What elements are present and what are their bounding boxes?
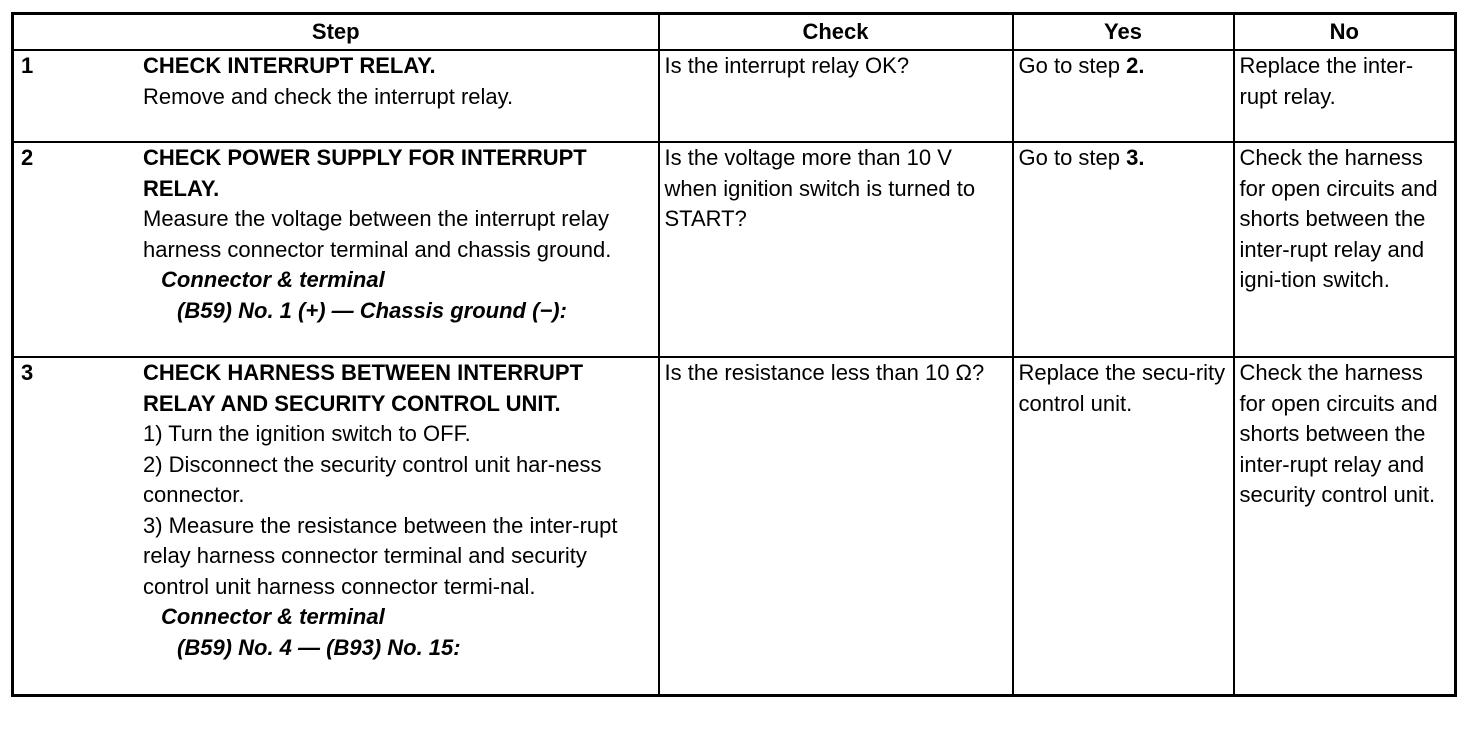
header-row — [13, 14, 1456, 51]
step-instruction: 3) Measure the resistance between the inter-rupt relay harness connector terminal and security control unit harness connector termi-nal. — [143, 512, 618, 599]
spec-label: Connector & terminal — [161, 604, 385, 629]
diagnostic-table — [11, 12, 1457, 697]
table-row — [13, 50, 1456, 142]
step-title: CHECK HARNESS BETWEEN INTERRUPT RELAY AND SECURITY CONTROL UNIT. — [143, 360, 584, 416]
step-cell — [13, 142, 659, 357]
table-row — [13, 357, 1456, 696]
no-cell: Check the harness for open circuits and shorts between the inter-rupt relay and igni-tion switch. — [1234, 142, 1456, 357]
step-instruction: 1) Turn the ignition switch to OFF. — [143, 421, 471, 446]
table-row — [13, 142, 1456, 357]
step-instruction: Remove and check the interrupt relay. — [143, 83, 514, 109]
check-cell: Is the voltage more than 10 V when ignition switch is turned to START? — [659, 142, 1013, 357]
header-no: No — [1234, 14, 1456, 51]
step-title: CHECK INTERRUPT RELAY. — [143, 53, 436, 78]
yes-step-ref: 2. — [1126, 53, 1145, 78]
step-cell — [13, 50, 659, 142]
step-number: 1 — [21, 53, 34, 78]
no-cell: Check the harness for open circuits and shorts between the inter-rupt relay and security control unit. — [1234, 357, 1456, 696]
header-check: Check — [659, 14, 1013, 51]
check-cell: Is the interrupt relay OK? — [659, 50, 1013, 142]
check-cell: Is the resistance less than 10 Ω? — [659, 357, 1013, 696]
yes-cell — [1013, 142, 1234, 357]
step-number: 2 — [21, 145, 34, 170]
step-instruction: 2) Disconnect the security control unit har-ness connector. — [143, 451, 602, 507]
yes-step-ref: 3. — [1126, 145, 1145, 170]
yes-cell — [1013, 50, 1234, 142]
spec-label: Connector & terminal — [161, 267, 385, 292]
header-yes: Yes — [1013, 14, 1234, 51]
spec-value: (B59) No. 1 (+) — Chassis ground (−): — [177, 297, 567, 323]
no-cell: Replace the inter-rupt relay. — [1234, 50, 1456, 142]
header-step: Step — [13, 14, 659, 51]
yes-text: Replace the secu-rity control unit. — [1018, 360, 1226, 416]
yes-text: Go to step — [1018, 53, 1127, 78]
yes-cell — [1013, 357, 1234, 696]
yes-text: Go to step — [1018, 145, 1127, 170]
step-instruction: Measure the voltage between the interrupt relay harness connector terminal and chassis ground. — [143, 206, 612, 262]
step-number: 3 — [21, 360, 34, 385]
spec-value: (B59) No. 4 — (B93) No. 15: — [177, 634, 461, 660]
step-title: CHECK POWER SUPPLY FOR INTERRUPT RELAY. — [143, 145, 587, 201]
step-cell — [13, 357, 659, 696]
